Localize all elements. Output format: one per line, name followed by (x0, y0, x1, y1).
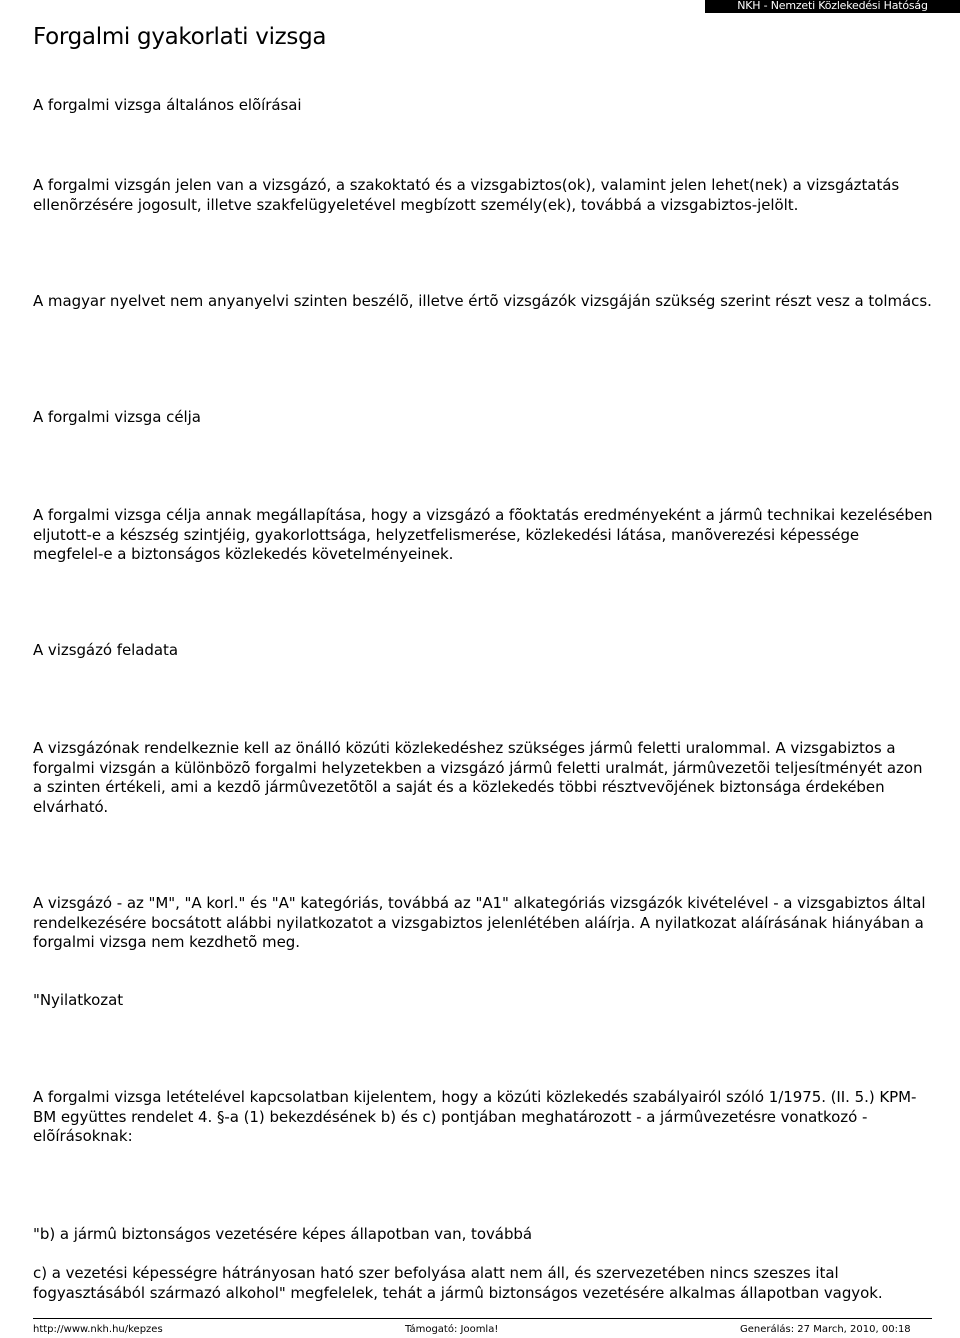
paragraph-exam-purpose: A forgalmi vizsga célja annak megállapítása, hogy a vizsgázó a fõoktatás eredményeként a jármû technikai kezelésében eljutott-e a készség szintjéig, gyakorlottsága, helyzetfelismerése, közlekedési látása, manõverezési képessége megfelel-e a biztonságos közlekedés követelményeinek. (33, 506, 933, 563)
section-heading-general-rules: A forgalmi vizsga általános elõírásai (33, 96, 302, 114)
paragraph-declaration-body: A forgalmi vizsga letételével kapcsolatban kijelentem, hogy a közúti közlekedés szabályairól szóló 1/1975. (II. 5.) KPM-BM együttes rendelet 4. §-a (1) bekezdésének b) és c) pontjában meghatározott - a jármûvezetésre vonatkozó - elõírásoknak: (33, 1088, 917, 1145)
paragraph-declaration-requirement: A vizsgázó - az "M", "A korl." és "A" kategóriás, továbbá az "A1" alkategóriás vizsgázók kivételével - a vizsgabiztos által rendelkezésére bocsátott alábbi nyilatkozatot a vizsgabiztos jelenlétében aláírja. A nyilatkozat aláírásának hiányában a forgalmi vizsga nem kezdhetõ meg. (33, 894, 926, 951)
footer-divider (33, 1318, 932, 1319)
footer-sponsor: Támogató: Joomla! (405, 1324, 499, 1335)
page-title: Forgalmi gyakorlati vizsga (33, 24, 327, 50)
section-heading-exam-purpose: A forgalmi vizsga célja (33, 408, 201, 426)
footer-generated-timestamp: Generálás: 27 March, 2010, 00:18 (740, 1324, 911, 1335)
paragraph-candidate-task: A vizsgázónak rendelkeznie kell az önálló közúti közlekedéshez szükséges jármû feletti uralommal. A vizsgabiztos a forgalmi vizsgán a különbözõ forgalmi helyzetekben a vizsgázó jármû feletti uralmát, jármûvezetõi teljesítményét azon a szinten értékeli, ami a kezdõ jármûvezetõtõl a saját és a közlekedés többi résztvevõjének biztonsága érdekében elvárható. (33, 739, 923, 816)
declaration-heading: "Nyilatkozat (33, 991, 124, 1009)
paragraph-exam-participants: A forgalmi vizsgán jelen van a vizsgázó, a szakoktató és a vizsgabiztos(ok), valamint jelen lehet(nek) a vizsgáztatás ellenõrzésére jogosult, illetve szakfelügyeletével megbízott személy(ek), továbbá a vizsgabiztos-jelölt. (33, 176, 900, 214)
declaration-item-c: c) a vezetési képességre hátrányosan ható szer befolyása alatt nem áll, és szervezetében nincs szeszes ital fogyasztásából származó alkohol" megfelelek, tehát a jármû biztonságos vezetésére alkalmas állapotban vagyok. (33, 1264, 883, 1302)
footer-url-link[interactable]: http://www.nkh.hu/kepzes (33, 1324, 163, 1335)
site-header-label: NKH - Nemzeti Közlekedési Hatóság (705, 0, 960, 13)
declaration-item-b: "b) a jármû biztonságos vezetésére képes állapotban van, továbbá (33, 1225, 533, 1243)
section-heading-candidate-task: A vizsgázó feladata (33, 641, 178, 659)
paragraph-interpreter: A magyar nyelvet nem anyanyelvi szinten beszélõ, illetve értõ vizsgázók vizsgáján szükség szerint részt vesz a tolmács. (33, 292, 932, 310)
